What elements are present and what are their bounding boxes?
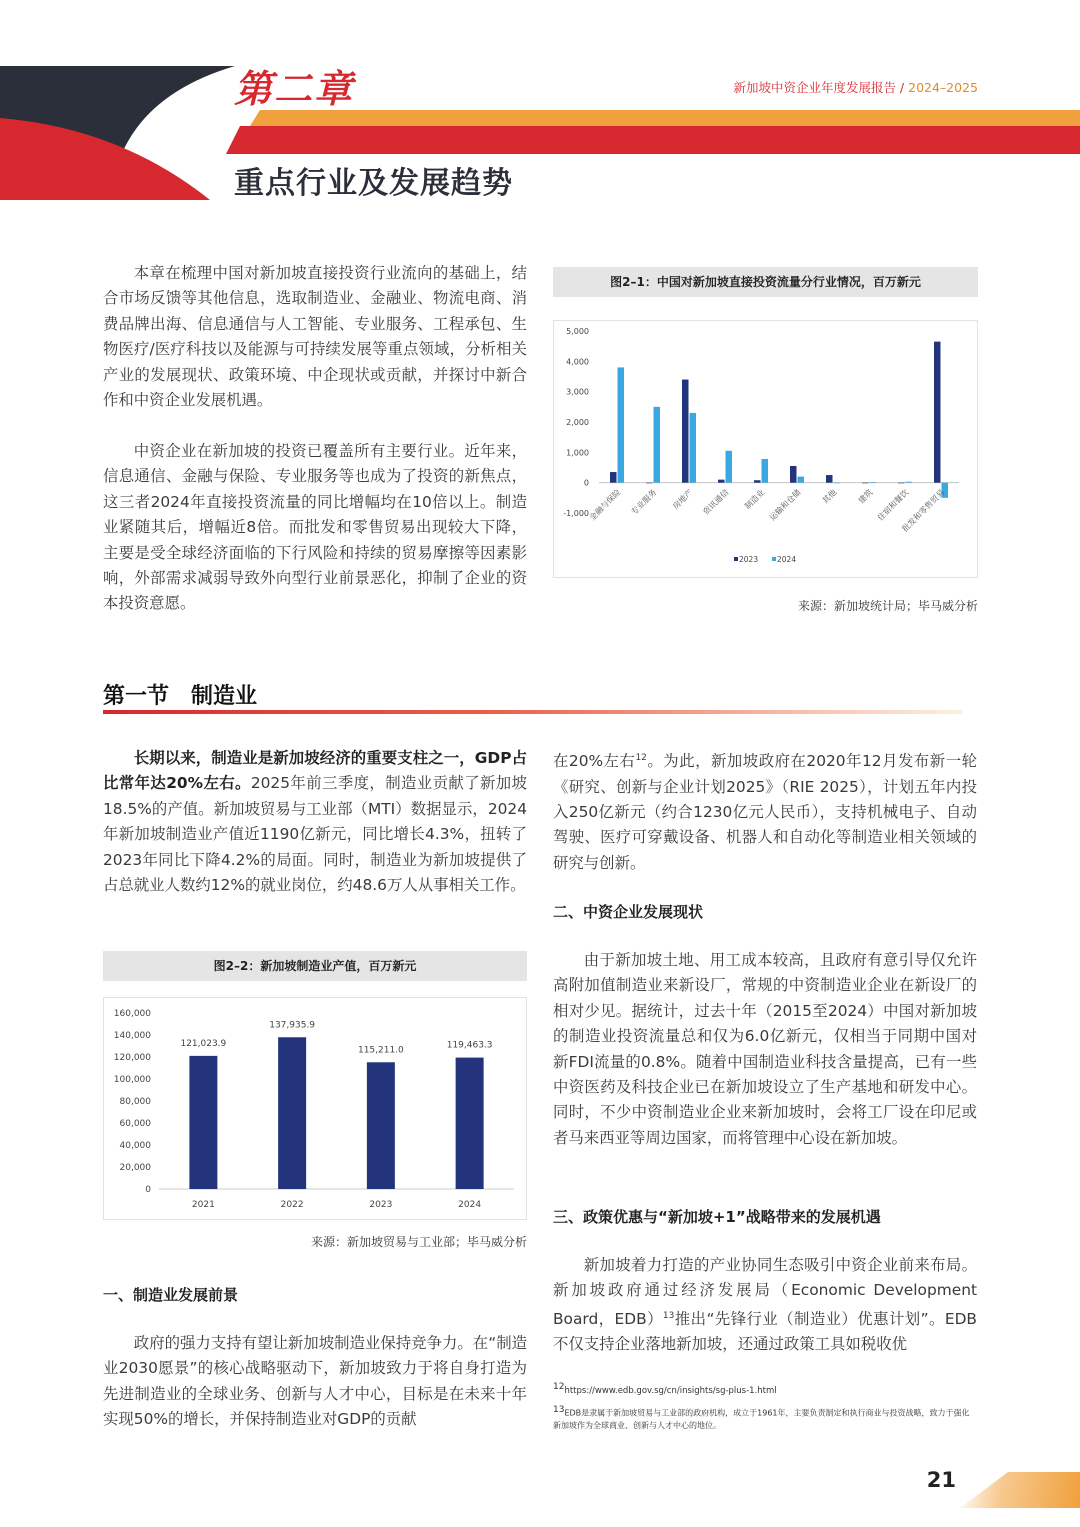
- fig1-bar-2023: [682, 380, 689, 483]
- fig1-ytick-label: 3,000: [566, 387, 589, 397]
- opportunity-text-a: 新加坡着力打造的产业协同生态吸引中资企业前来布局。新加坡政府通过经济发展局（Economic Development Board，EDB）: [553, 1256, 977, 1328]
- chapter-title: 重点行业及发展趋势: [234, 166, 513, 201]
- subheading-outlook: 一、制造业发展前景: [103, 1286, 239, 1304]
- fig2-value-label: 137,935.9: [269, 1020, 316, 1031]
- opportunity-paragraph: [553, 1253, 977, 1358]
- fig2-bar: [367, 1062, 395, 1189]
- fig1-ytick-label: 2,000: [566, 418, 589, 427]
- fig1-bar-2023: [610, 472, 617, 483]
- fig1-bar-2024: [834, 483, 841, 484]
- fig1-ytick-label: 5,000: [566, 327, 589, 336]
- fig1-legend-label: 2024: [777, 555, 797, 564]
- header-banner: [0, 0, 1080, 200]
- fig2-ytick-label: 60,000: [119, 1119, 151, 1129]
- fig1-category-label: 专业服务: [629, 487, 659, 517]
- fig2-category-label: 2022: [280, 1200, 304, 1210]
- opportunity-text-b: 推出“先锋行业（制造业）优惠计划”。EDB不仅支持企业落地新加坡，还通过政策工具如税收优: [553, 1309, 977, 1354]
- footnote-13-number: 13: [553, 1405, 565, 1415]
- fig2-bar: [189, 1056, 217, 1189]
- fig2-chart: [104, 998, 526, 1219]
- manufacturing-paragraph-1: [103, 746, 527, 898]
- fig2-category-label: 2023: [369, 1200, 393, 1210]
- fig1-bar-2023: [934, 342, 941, 483]
- fig2-bar: [456, 1058, 484, 1189]
- section-title: 第一节 制造业: [103, 684, 258, 709]
- banner-orange-band: [250, 110, 1080, 126]
- footnote-ref-13[interactable]: 13: [662, 1310, 675, 1321]
- footnote-12-number: 12: [553, 1382, 565, 1392]
- fig1-bar-2023: [898, 483, 905, 484]
- fig2-bar: [278, 1037, 306, 1189]
- footnote-13: [553, 1404, 977, 1432]
- fig2-source: 来源：新加坡贸易与工业部；毕马威分析: [310, 1235, 527, 1249]
- fig1-bar-2023: [826, 475, 833, 483]
- fig2-value-label: 119,463.3: [446, 1040, 493, 1051]
- fig2-ytick-label: 160,000: [113, 1009, 151, 1019]
- fig1-bar-2023: [754, 480, 761, 482]
- outlook-paragraph: 政府的强力支持有望让新加坡制造业保持竞争力。在“制造业2030愿景”的核心战略驱动下，新加坡致力于将自身打造为先进制造业的全球业务、创新与人才中心，目标是在未来十年实现50%的增长，并保持制造业对GDP的贡献: [103, 1334, 527, 1429]
- fig1-category-label: 房地产: [671, 487, 695, 512]
- fig2-ytick-label: 20,000: [119, 1163, 151, 1173]
- fig1-bar-2024: [798, 477, 805, 483]
- status-paragraph: 由于新加坡土地、用工成本较高，且政府有意引导仅允许高附加值制造业来新设厂，常规的中资制造业企业在新设厂的相对少见。据统计，过去十年（2015至2024）中国对新加坡的制造业投资流量总和仅为6.0亿新元，仅相当于同期中国对新FDI流量的0.8%。随着中国制造业科技含量提高，已有一些中资医药及科技企业已在新加坡设立了生产基地和研发中心。同时，不少中资制造业企业来新加坡时，会将工厂设在印尼或者马来西亚等周边国家，而将管理中心设在新加坡。: [553, 951, 977, 1147]
- fig1-legend-label: 2023: [739, 555, 759, 564]
- fig2-ytick-label: 140,000: [113, 1031, 151, 1041]
- fig1-bar-2023: [646, 483, 653, 484]
- report-name: [650, 78, 978, 96]
- fig1-box: [553, 320, 978, 578]
- fig2-ytick-label: 120,000: [113, 1053, 151, 1063]
- fig1-bar-2024: [654, 407, 661, 483]
- footnote-ref-12[interactable]: 12: [635, 753, 647, 763]
- fig1-bar-2023: [862, 483, 869, 484]
- fig1-category-label: 运输和仓储: [767, 487, 803, 523]
- footer-accent: [960, 1472, 1080, 1508]
- fig1-ytick-label: 4,000: [566, 357, 589, 367]
- manufacturing-body: 2025年前三季度，制造业贡献了新加坡18.5%的产值。新加坡贸易与工业部（MTI）数据显示，2024年新加坡制造业产值近1190亿新元，同比增长4.3%，扭转了2023年同比下降4.2%的局面。同时，制造业为新加坡提供了占总就业人数约12%的就业岗位，约48.6万人从事相关工作。: [103, 774, 527, 895]
- fig2-ytick-label: 100,000: [113, 1075, 151, 1085]
- fig1-bar-2023: [790, 466, 797, 483]
- fig2-value-label: 115,211.0: [357, 1045, 404, 1056]
- chapter-label: 第二章: [234, 67, 355, 111]
- fig2-ytick-label: 0: [145, 1185, 151, 1195]
- report-year: 2024–2025: [908, 80, 978, 95]
- fig2-ytick-label: 80,000: [119, 1097, 151, 1107]
- fig1-bar-2024: [690, 413, 697, 483]
- fig1-source: 来源：新加坡统计局；毕马威分析: [797, 599, 978, 613]
- fig2-category-label: 2021: [191, 1200, 215, 1210]
- footnote-12-link[interactable]: https://www.edb.gov.sg/cn/insights/sg-plus-1.html: [564, 1385, 777, 1396]
- fig1-chart: [554, 321, 977, 577]
- rie-text-a: 在20%左右: [553, 752, 636, 771]
- page-number: 21: [926, 1468, 956, 1492]
- report-name-text: 新加坡中资企业年度发展报告: [733, 80, 896, 95]
- fig2-title: 图2–2：新加坡制造业产值，百万新元: [103, 951, 527, 981]
- intro-paragraph-2: 中资企业在新加坡的投资已覆盖所有主要行业。近年来，信息通信、金融与保险、专业服务等也成为了投资的新焦点，这三者2024年直接投资流量的同比增幅均在10倍以上。制造业紧随其后，增幅近8倍。而批发和零售贸易出现较大下降，主要是受全球经济面临的下行风险和持续的贸易摩擦等因素影响，外部需求减弱导致外向型行业前景恶化，抑制了企业的资本投资意愿。: [103, 442, 527, 613]
- intro-paragraph-1: 本章在梳理中国对新加坡直接投资行业流向的基础上，结合市场反馈等其他信息，选取制造业、金融业、物流电商、消费品牌出海、信息通信与人工智能、专业服务、工程承包、生物医疗/医疗科技以及能源与可持续发展等重点领域，分析相关产业的发展现状、政策环境、中企现状或贡献，并探讨中新合作和中资企业发展机遇。: [103, 264, 527, 410]
- fig1-legend-swatch: [734, 557, 738, 561]
- section-divider: [103, 710, 963, 714]
- fig1-bar-2024: [870, 482, 877, 483]
- fig1-bar-2024: [762, 459, 769, 483]
- fig1-ytick-label: 1,000: [566, 448, 589, 458]
- fig1-category-label: 资讯通信: [701, 487, 731, 517]
- fig1-category-label: 建筑: [856, 487, 875, 506]
- fig1-category-label: 其他: [820, 487, 839, 506]
- report-separator: /: [895, 80, 909, 95]
- fig1-bar-2024: [906, 482, 913, 483]
- fig2-box: [103, 997, 527, 1220]
- fig1-category-label: 批发和零售贸易: [900, 487, 947, 534]
- rie-paragraph: [553, 746, 977, 876]
- fig1-title: 图2–1：中国对新加坡直接投资流量分行业情况，百万新元: [553, 267, 978, 297]
- fig1-category-label: 金融与保险: [587, 487, 623, 523]
- subheading-status: 二、中资企业发展现状: [553, 903, 704, 921]
- fig1-legend-swatch: [772, 557, 776, 561]
- rie-text-b: 。为此，新加坡政府在2020年12月发布新一轮《研究、创新与企业计划2025》（RIE 2025），计划五年内投入250亿新元（约合1230亿元人民币），支持机械电子、自动驾驶、医疗可穿戴设备、机器人和自动化等制造业相关领域的研究与创新。: [553, 752, 977, 872]
- manufacturing-lead: 长期以来，制造业是新加坡经济的重要支柱之一，GDP占比常年达20%左右。: [103, 749, 527, 793]
- fig2-category-label: 2024: [458, 1200, 482, 1210]
- fig1-category-label: 住宿和餐饮: [875, 487, 911, 523]
- subheading-opportunity: 三、政策优惠与“新加坡+1”战略带来的发展机遇: [553, 1208, 881, 1226]
- fig1-bar-2024: [726, 451, 733, 483]
- fig1-ytick-label: -1,000: [563, 509, 589, 518]
- fig1-ytick-label: 0: [583, 478, 589, 488]
- fig2-ytick-label: 40,000: [119, 1141, 151, 1151]
- fig1-bar-2023: [718, 480, 725, 483]
- banner-red-band: [226, 126, 1080, 154]
- fig2-value-label: 121,023.9: [180, 1038, 227, 1049]
- footnote-12: [553, 1382, 977, 1396]
- fig1-bar-2024: [618, 367, 625, 482]
- fig1-category-label: 制造业: [743, 487, 767, 512]
- footnote-13-text: EDB是隶属于新加坡贸易与工业部的政府机构，成立于1961年，主要负责制定和执行商业与投资战略，致力于强化新加坡作为全球商业、创新与人才中心的地位。: [553, 1408, 970, 1430]
